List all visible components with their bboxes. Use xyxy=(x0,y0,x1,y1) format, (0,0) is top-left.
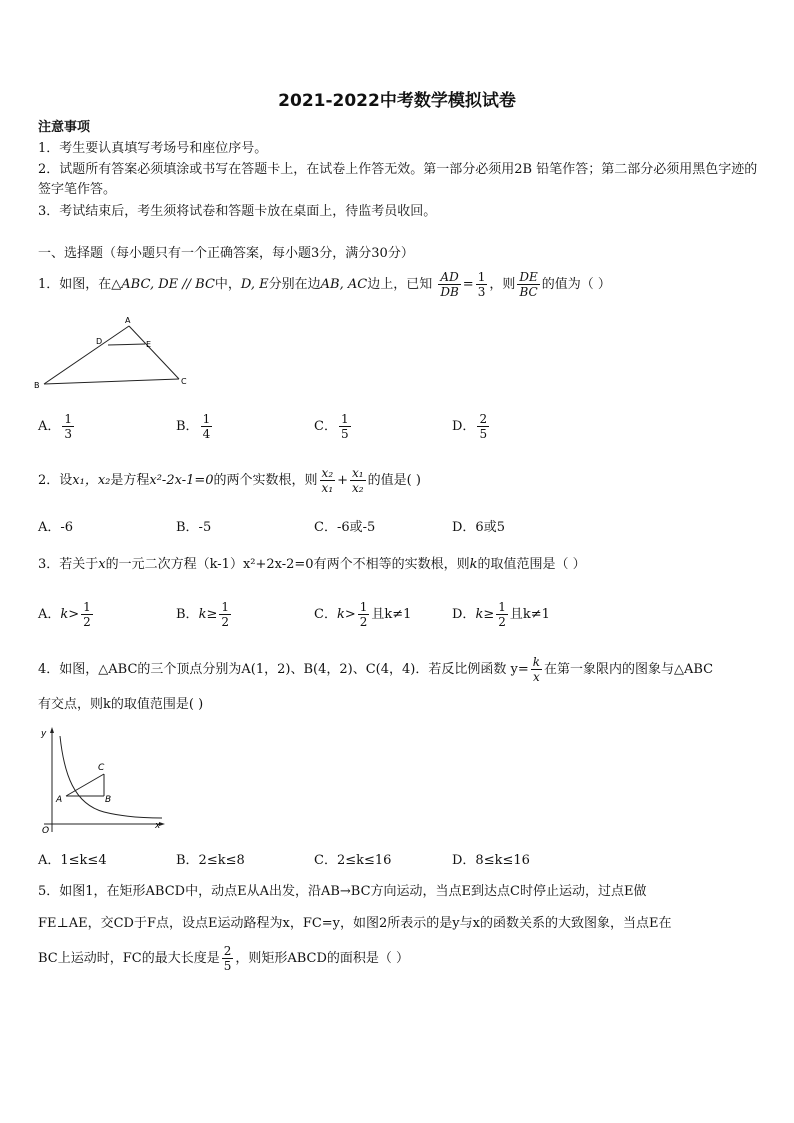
label-c: C xyxy=(181,377,187,386)
question-3-stem: 3．若关于x的一元二次方程（k-1）x²+2x-2=0有两个不相等的实数根，则k的取值范围是（ ） xyxy=(38,557,586,572)
q1-option-c[interactable]: C． $\frac{1}{5}$ xyxy=(314,412,349,441)
q3-option-a[interactable]: A．k> $\frac{1}{2}$ xyxy=(38,600,91,629)
triangle-figure xyxy=(34,314,194,394)
side-bc xyxy=(44,379,179,384)
q4-option-a[interactable]: A．1≤k≤4 xyxy=(38,853,107,868)
label-c: C xyxy=(98,763,105,773)
question-5-stem-line-1: 5．如图1，在矩形ABCD中，动点E从A出发，沿AB→BC方向运动，当点E到达点C时停止运动，过点E做 xyxy=(38,884,647,899)
q4-option-b[interactable]: B．2≤k≤8 xyxy=(176,853,245,868)
label-e: E xyxy=(146,340,152,349)
side-ab xyxy=(44,326,129,384)
q3-option-b[interactable]: B．k≥ $\frac{1}{2}$ xyxy=(176,600,229,629)
label-a: A xyxy=(56,795,63,805)
label-origin: O xyxy=(42,826,50,836)
notice-item-3: 3．考试结束后，考生须将试卷和答题卡放在桌面上，待监考员收回。 xyxy=(38,204,437,219)
q2-option-b[interactable]: B．-5 xyxy=(176,520,212,535)
hyperbola-figure xyxy=(34,724,174,839)
side-ac xyxy=(129,326,179,379)
q2-option-d[interactable]: D．6或5 xyxy=(452,520,505,535)
curve-line xyxy=(60,736,162,818)
q1-option-d[interactable]: D． $\frac{2}{5}$ xyxy=(452,412,488,441)
label-x: x xyxy=(155,821,161,831)
notice-item-2: 2．试题所有答案必须填涂或书写在答题卡上，在试卷上作答无效。第一部分必须用2B 铅笔作答；第二部分必须用黑色字迹的签字笔作答。 xyxy=(38,162,758,197)
q1-option-a[interactable]: A． $\frac{1}{3}$ xyxy=(38,412,73,441)
question-4-stem-line-2: 有交点，则k的取值范围是( ) xyxy=(38,697,204,712)
notice-item-1: 1．考生要认真填写考场号和座位序号。 xyxy=(38,141,268,156)
label-d: D xyxy=(96,337,103,346)
q2-option-c[interactable]: C．-6或-5 xyxy=(314,520,376,535)
q2-option-a[interactable]: A．-6 xyxy=(38,520,74,535)
label-b: B xyxy=(105,795,112,805)
section-heading: 一、选择题（每小题只有一个正确答案，每小题3分，满分30分） xyxy=(38,246,414,261)
q3-option-d[interactable]: D．k≥ $\frac{1}{2}$ 且k≠1 xyxy=(452,600,550,629)
y-axis-arrow xyxy=(50,727,54,733)
page-title: 2021-2022中考数学模拟试卷 xyxy=(278,91,516,111)
q4-option-d[interactable]: D．8≤k≤16 xyxy=(452,853,530,868)
q4-option-c[interactable]: C．2≤k≤16 xyxy=(314,853,392,868)
label-y: y xyxy=(41,729,47,739)
question-2-stem: 2．设x₁，x₂是方程x²-2x-1=0的两个实数根，则 $\frac{\text{x₂}}{\text{x₁}}$ + $\frac{\text{x₁}}{\text{x₂}}$ 的值是( ) xyxy=(38,466,421,495)
label-b: B xyxy=(34,381,40,390)
notice-heading: 注意事项 xyxy=(38,120,91,135)
fraction-one-third: $\frac{1}{3}$ xyxy=(477,270,486,299)
question-1-stem: 1．如图，在△ABC, DE // BC中，D, E分别在边AB, AC边上，已知 $\frac{AD}{DB}$ = $\frac{1}{3}$ ，则 $\frac{DE}{BC}$ 的值为（ ） xyxy=(38,270,611,299)
segment-de xyxy=(108,344,145,345)
label-a: A xyxy=(125,316,131,325)
fraction-de-bc: $\frac{DE}{BC}$ xyxy=(519,270,538,299)
question-4-stem-line-1: 4．如图，△ABC的三个顶点分别为A(1，2)、B(4，2)、C(4，4)．若反比例函数 y= $\frac{k}{x}$ 在第一象限内的图象与△ABC xyxy=(38,655,714,684)
question-5-stem-line-3: BC上运动时，FC的最大长度是 $\frac{2}{5}$ ，则矩形ABCD的面积是（ ） xyxy=(38,944,410,973)
q1-option-b[interactable]: B． $\frac{1}{4}$ xyxy=(176,412,211,441)
question-5-stem-line-2: FE⊥AE，交CD于F点，设点E运动路程为x，FC=y，如图2所表示的是y与x的函数关系的大致图象，当点E在 xyxy=(38,916,672,931)
q3-option-c[interactable]: C．k> $\frac{1}{2}$ 且k≠1 xyxy=(314,600,412,629)
fraction-ad-db: $\frac{AD}{DB}$ xyxy=(440,270,459,299)
